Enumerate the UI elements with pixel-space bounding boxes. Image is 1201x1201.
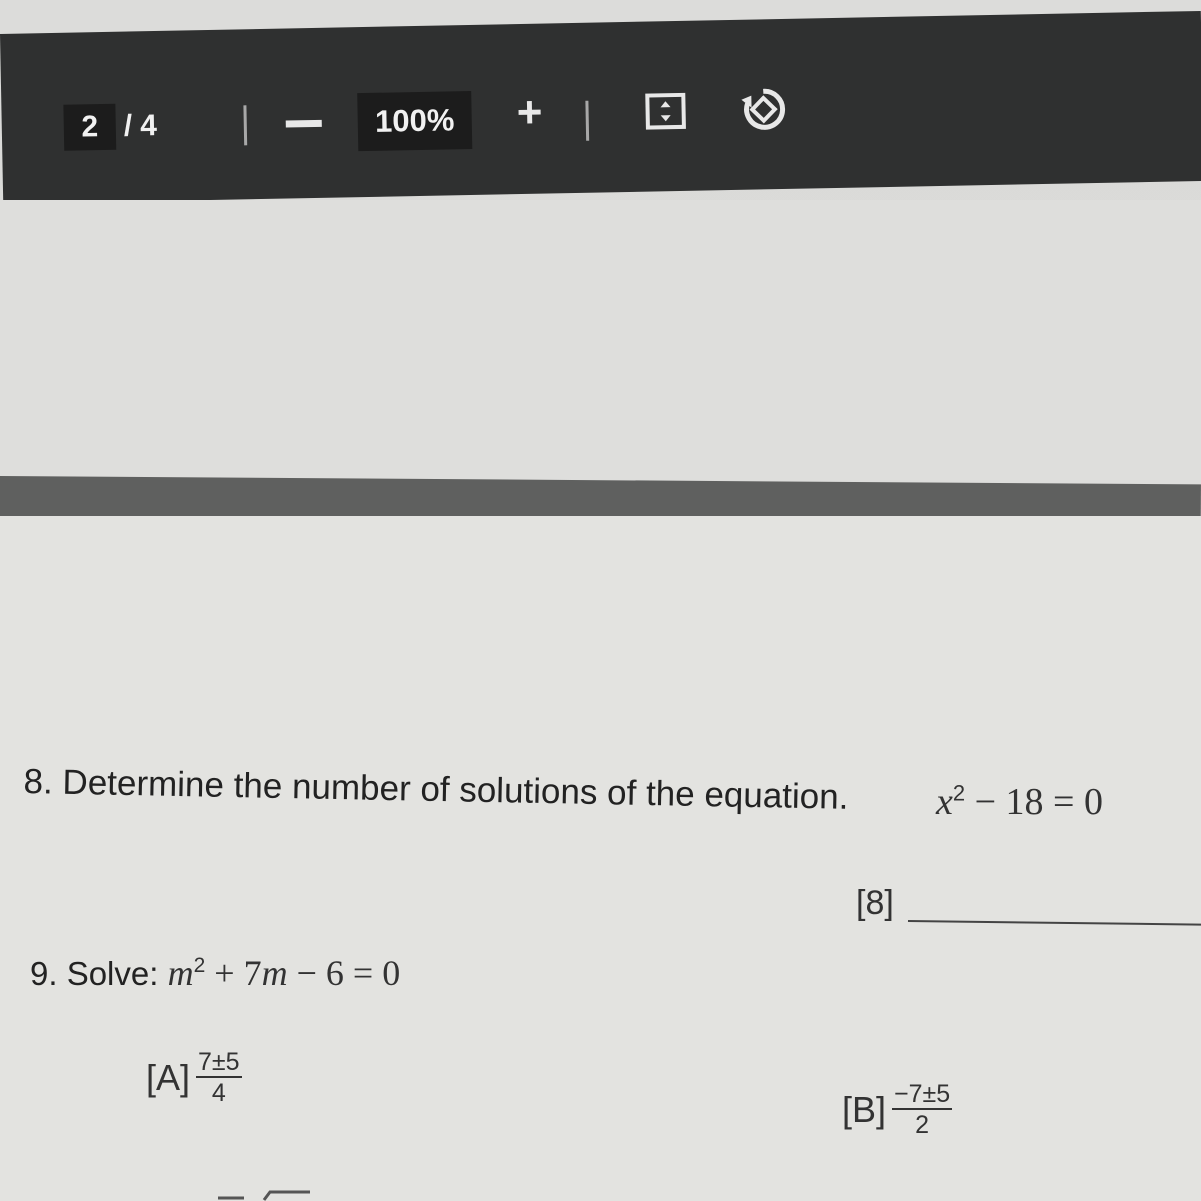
answer-label-8: [8] <box>856 884 894 922</box>
equation-rest: − 6 = 0 <box>287 953 401 993</box>
equation-exponent: 2 <box>193 954 206 977</box>
page-separator: / <box>123 109 133 143</box>
toolbar-divider <box>243 105 247 145</box>
zoom-level-display[interactable]: 100% <box>357 91 472 151</box>
equation-variable: m <box>167 953 194 993</box>
page-number-input[interactable]: 2 <box>63 104 116 151</box>
fit-page-button[interactable] <box>641 87 690 136</box>
fraction-numerator: −7±5 <box>894 1080 951 1108</box>
equation-exponent: 2 <box>952 780 966 806</box>
toolbar-divider <box>585 101 589 141</box>
question-8-equation <box>936 780 1103 824</box>
rotate-icon <box>735 81 792 138</box>
equation-middle: + 7 <box>205 953 262 993</box>
choice-a <box>146 1048 242 1108</box>
fit-page-icon <box>641 87 690 136</box>
zoom-out-icon <box>286 119 322 127</box>
pdf-page-1-bottom <box>0 200 1201 480</box>
zoom-in-button[interactable] <box>509 87 550 138</box>
question-9-text: 9. Solve: <box>30 955 159 992</box>
fraction-numerator: 7±5 <box>198 1048 240 1076</box>
choice-label: [B] <box>842 1089 887 1130</box>
zoom-out-button[interactable] <box>283 98 324 149</box>
page-indicator <box>63 95 157 159</box>
page-total: 4 <box>139 109 158 143</box>
choice-label: [A] <box>146 1057 191 1098</box>
question-9-equation <box>168 953 401 993</box>
fraction-denominator: 2 <box>915 1111 930 1139</box>
question-8-text: 8. Determine the number of solutions of the equation. <box>23 762 849 817</box>
question-9 <box>30 952 400 994</box>
choice-b <box>842 1080 952 1140</box>
zoom-in-icon: + <box>516 87 543 138</box>
pdf-toolbar <box>0 11 1201 204</box>
equation-variable: x <box>936 781 953 823</box>
equation-rest: − 18 = 0 <box>965 781 1103 823</box>
equation-variable: m <box>261 953 288 993</box>
fraction <box>892 1080 952 1140</box>
cutoff-text-fragment <box>214 1186 314 1201</box>
fraction-denominator: 4 <box>211 1079 226 1107</box>
fraction <box>196 1048 242 1108</box>
rotate-button[interactable] <box>735 81 792 138</box>
